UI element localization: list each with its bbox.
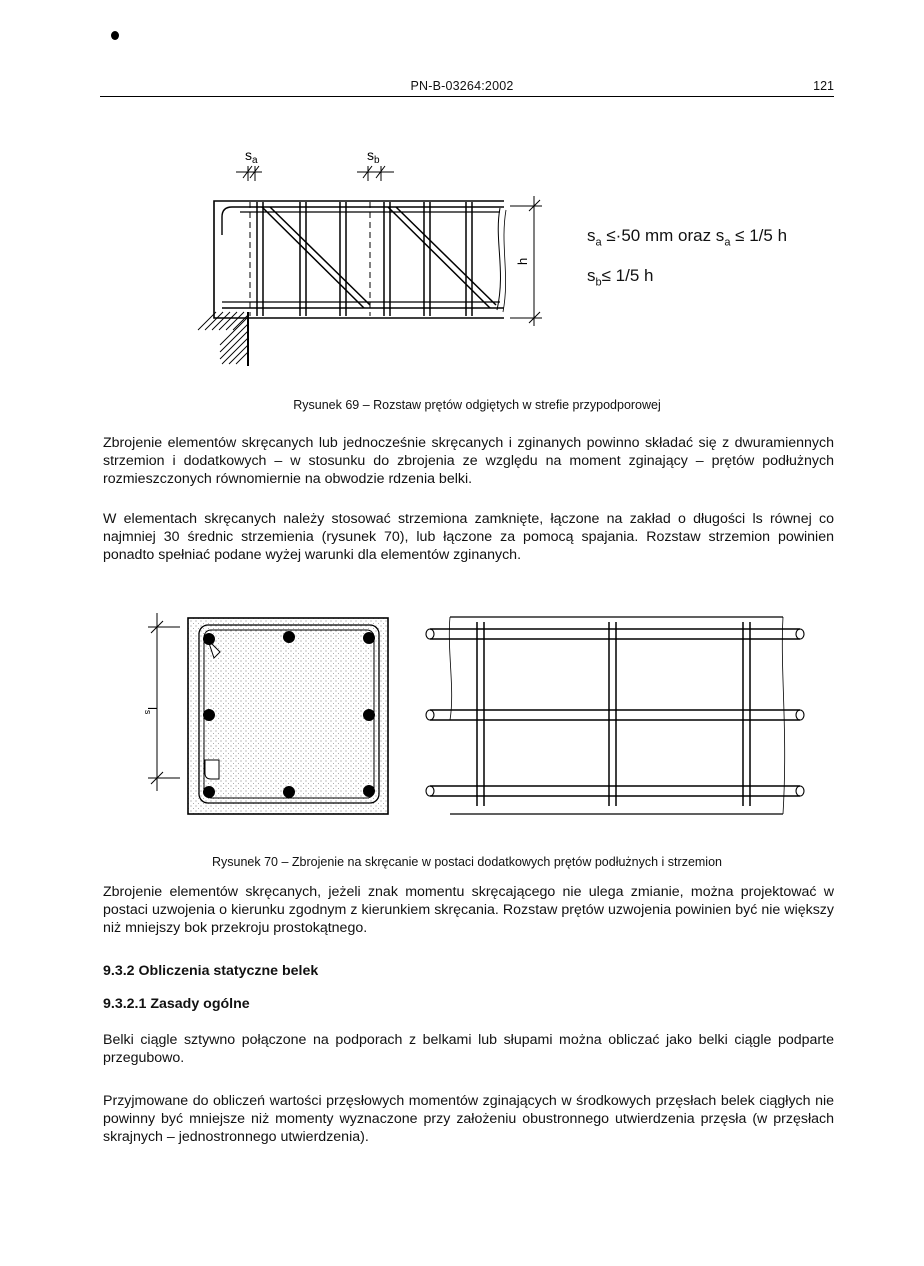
section-heading-9-3-2-1: 9.3.2.1 Zasady ogólne [103, 996, 250, 1012]
figure-70-drawing [0, 600, 924, 860]
paragraph-1: Zbrojenie elementów skręcanych lub jednocześnie skręcanych i zginanych powinno składać się z dwuramiennych strzemion i dodatkowych – w stosunku do zbrojenia ze względu na moment zginający – prętów podłużnych rozmieszczonych równomiernie na obwodzie rdzenia belki. [103, 435, 834, 487]
formula-sb: $s_b\le 1/5$ h [587, 266, 654, 289]
figure-69-caption: Rysunek 69 – Rozstaw prętów odgiętych w strefie przypodporowej [293, 398, 661, 412]
label-sb: $s_b$ [367, 147, 380, 166]
support-hatch [198, 312, 248, 364]
paragraph-4: Belki ciągle sztywno połączone na podporach z belkami lub słupami można obliczać jako belki ciągle podparte przegubowo. [103, 1032, 834, 1066]
section-heading-9-3-2: 9.3.2 Obliczenia statyczne belek [103, 963, 319, 979]
paragraph-3: Zbrojenie elementów skręcanych, jeżeli znak momentu skręcającego nie ulega zmianie, można projektować w postaci uzwojenia o kierunku zgodnym z kierunkiem skręcania. Rozstaw prętów uzwojenia powinien być nie większy niż mniejszy bok przekroju prostokątnego. [103, 884, 834, 936]
header-page-number: 121 [813, 79, 834, 93]
formula-sa: $s_a \le\cdot 50$ mm oraz $s_a \le 1/5$ h [587, 226, 788, 249]
header-standard-id: PN-B-03264:2002 [410, 79, 514, 93]
paragraph-5: Przyjmowane do obliczeń wartości przęsłowych momentów zginających w środkowych przęsłach belek ciągłych nie powinny być mniejsze niż momenty wyznaczone przy założeniu obustronnego utwierdzenia przęsła (w przęsłach skrajnych – jednostronnego utwierdzenia). [103, 1093, 834, 1145]
label-sa: $s_a$ [245, 147, 258, 166]
label-h: h [515, 257, 530, 265]
paragraph-2: W elementach skręcanych należy stosować strzemiona zamknięte, łączone na zakład o długości ls równej co najmniej 30 średnic strzemienia (rysunek 70), lub łączone za pomocą spajania. Rozstaw strzemion powinien ponadto spełniać podane wyżej warunki dla elementów zginanych. [103, 511, 834, 563]
figure-69-drawing [0, 0, 924, 400]
figure-70-caption: Rysunek 70 – Zbrojenie na skręcanie w postaci dodatkowych prętów podłużnych i strzemion [212, 855, 722, 869]
label-ls: $l_s$ [143, 707, 160, 715]
